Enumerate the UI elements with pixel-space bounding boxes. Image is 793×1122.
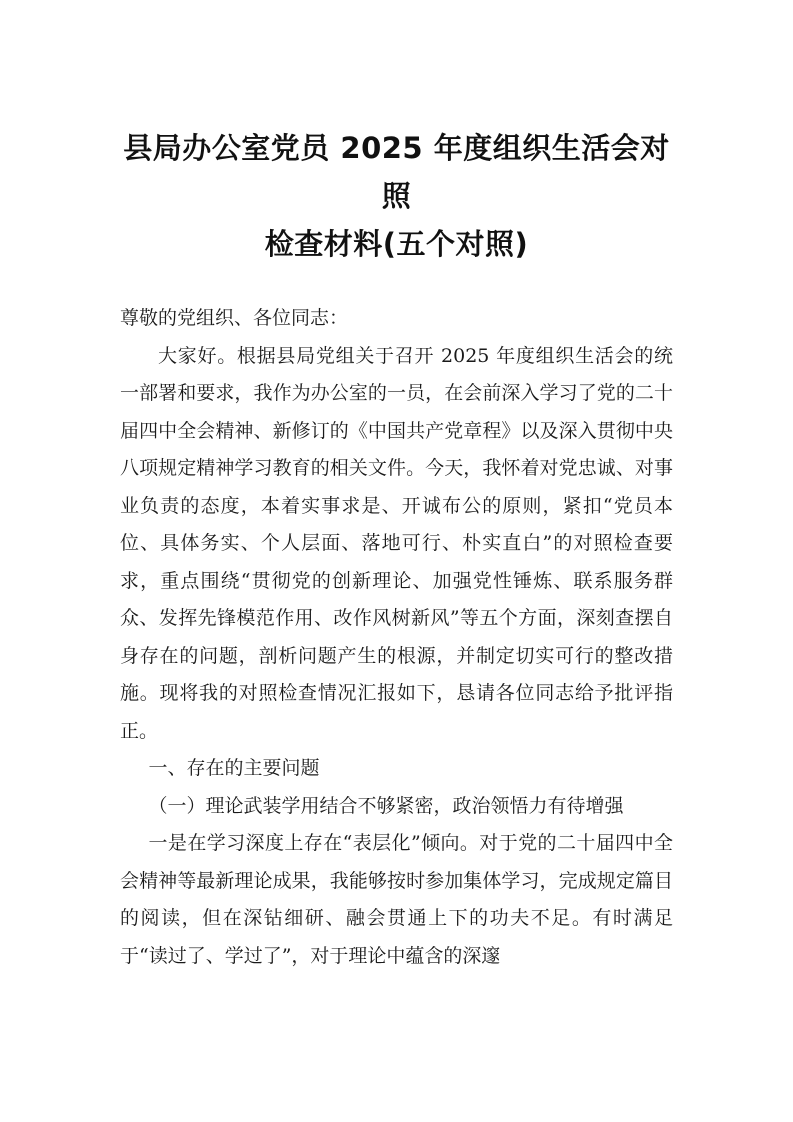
intro-paragraph: 大家好。根据县局党组关于召开 2025 年度组织生活会的统一部署和要求，我作为办公室的一员，在会前深入学习了党的二十届四中全会精神、新修订的《中国共产党章程》以及深入贯彻中央八项规定精神学习教育的相关文件。今天，我怀着对党忠诚、对事业负责的态度，本着实事求是、开诚布公的原则，紧扣“党员本位、具体务实、个人层面、落地可行、朴实直白”的对照检查要求，重点围绕“贯彻党的创新理论、加强党性锤炼、联系服务群众、发挥先锋模范作用、改作风树新风”等五个方面，深刻查摆自身存在的问题，剖析问题产生的根源，并制定切实可行的整改措施。现将我的对照检查情况汇报如下，恳请各位同志给予批评指正。	[120, 344, 673, 742]
document-body	[120, 300, 673, 975]
point-paragraph: 一是在学习深度上存在“表层化”倾向。对于党的二十届四中全会精神等最新理论成果，我能够按时参加集体学习，完成规定篇目的阅读，但在深钻细研、融会贯通上下的功夫不足。有时满足于“读过了、学过了”，对于理论中蕴含的深邃	[120, 832, 673, 967]
section-heading: 一、存在的主要问题	[148, 757, 320, 779]
salutation: 尊敬的党组织、各位同志：	[120, 307, 349, 329]
title-line-2: 检查材料(五个对照)	[264, 227, 529, 261]
subsection-heading: （一）理论武装学用结合不够紧密，政治领悟力有待增强	[148, 794, 624, 817]
title-line-1: 县局办公室党员 2025 年度组织生活会对照	[123, 131, 670, 213]
document-title	[120, 124, 673, 268]
